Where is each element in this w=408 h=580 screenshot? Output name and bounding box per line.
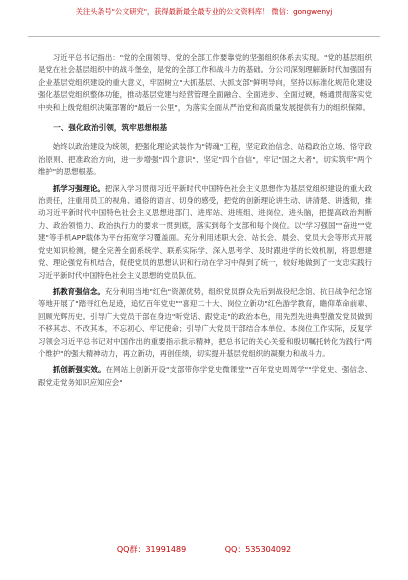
education-lead: 抓教育强信念。 (52, 286, 105, 296)
contact-footer (0, 544, 408, 555)
innovation-paragraph (38, 364, 372, 389)
document-body (38, 52, 372, 390)
study-paragraph (38, 183, 372, 282)
education-text: 充分利用当地"红色"资源优势，组织党员群众先后到战役纪念馆、抗日战争纪念馆等地开展了"踏寻红色足迹，追忆百年党史""喜迎二十大、岗位立新功"红色游学教育，瞻仰革命前辈、回顾光辉历史。引导广大党员干部在身边"听党话、跟党走"的政治本色，用先烈先进典型激发党员做到不移其志、不改其本，不忘初心、牢记使命；引导广大党员干部结合本单位、本岗位工作实际，反复学习领会习近平总书记对中国作出的重要指示批示精神，把总书记的关心关爱和殷切嘱托转化为践行"两个维护"的强大精神动力，再立新功，再创佳绩，切实提升基层党组织的凝聚力和战斗力。 (38, 286, 372, 358)
header-divider (28, 36, 380, 37)
promo-header: 关注头条号"公文研究"，获得最新最全最专业的公文资料库！ 微信：gongwenyj (75, 7, 333, 16)
qq-group-text: QQ群：31991489 (116, 545, 187, 554)
intro-paragraph: 习近平总书记指出："党的全面领导、党的全部工作要靠党的坚强组织体系去实现。"党的基层组织是党在社会基层组织中的战斗堡垒，是党的全部工作和战斗力的基础。分公司深刻理解新时代加强国有企业基层党组织建设的重大意义，牢固树立"大抓基层、大抓支部"鲜明导向，坚持以标准化规范化建设强化基层党组织整体功能，推动基层党建与经营管理全面融合、全面进步、全面过硬，畅通贯彻落实党中央和上级党组织决策部署的"最后一公里"，为落实全面从严治党和高质量发展提供有力的组织保障。 (38, 53, 372, 112)
innovation-lead: 抓创新强实效。 (52, 365, 106, 375)
section-intro-paragraph: 始终以政治建设为统领，把强化理论武装作为"铸魂"工程，坚定政治信念、站稳政治立场、恪守政治原则、把准政治方向，进一步增强"四个意识"、坚定"四个自信"，牢记"国之大者"，切实筑牢"两个维护"的思想根基。 (38, 142, 372, 177)
study-lead: 抓学习强理论。 (52, 183, 105, 193)
section-heading: 一、强化政治引领，筑牢思想根基 (53, 123, 168, 133)
study-text: 把深入学习贯彻习近平新时代中国特色社会主义思想作为基层党组织建设的重大政治责任，注重用员工的视角、通俗的语言、切身的感受，把党的创新理论讲生动、讲清楚、讲透彻，推动习近平新时代中国特色社会主义思想进部门、进库站、进班组、进岗位、进头脑，把提高政治判断力、政治领悟力、政治执行力的要求一贯到底，落实到每个支部和每个岗位。以"学习强国""奋进""党建"等手机APP载体为平台拓宽学习覆盖面。充分利用述职大会、站长会、晨会、党员大会等形式开展党史知识检测，健全完善全面系统学、联系实际学、深入思考学、及时跟进学的长效机制，将思想建党、理论强党有机结合，促使党员的思想认识和行动在学习中得到了统一，较好地做到了一支忠实践行习近平新时代中国特色社会主义思想的党员队伍。 (38, 183, 372, 280)
qq-number-text: QQ：535304092 (224, 545, 292, 554)
innovation-text: 在网站上创新开设"支部带你学党史微课堂""百年党史周周学""学党史、强信念、跟党走党务知识应知应会" (38, 365, 372, 387)
education-paragraph (38, 286, 372, 360)
